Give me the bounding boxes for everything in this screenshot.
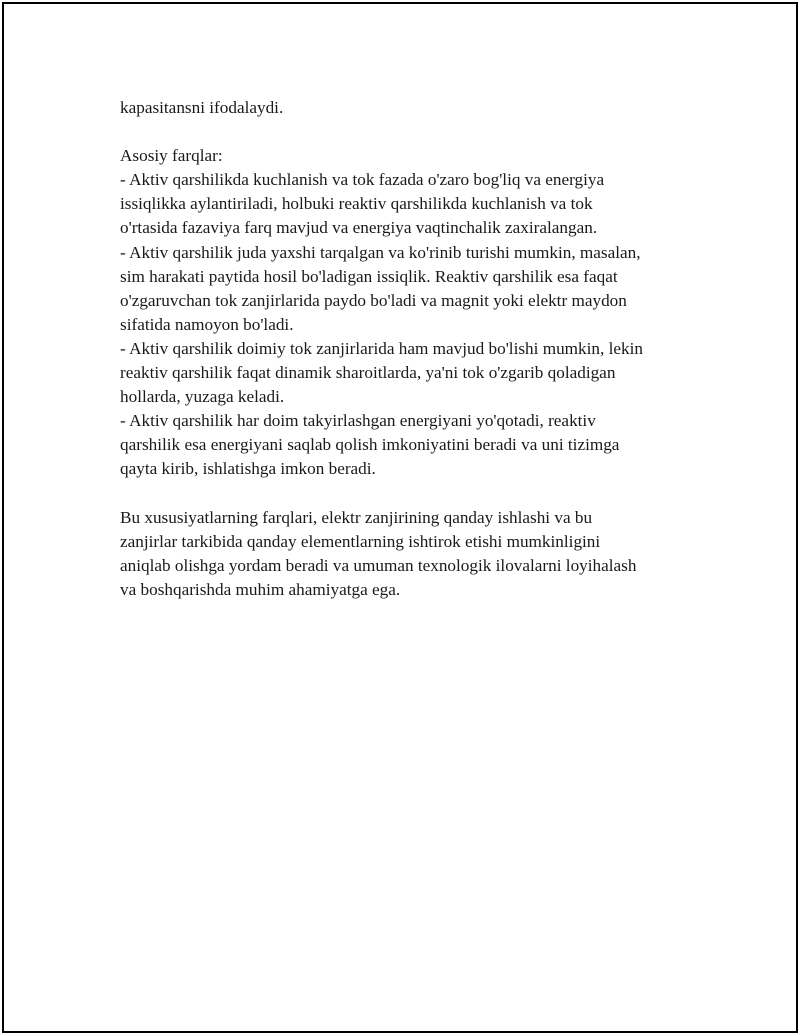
closing-line: aniqlab olishga yordam beradi va umuman texnologik ilovalarni loyihalash (120, 555, 637, 575)
list-line: - Aktiv qarshilik juda yaxshi tarqalgan va ko'rinib turishi mumkin, masalan, (120, 242, 641, 262)
document-page (2, 2, 798, 1033)
section-heading: Asosiy farqlar: (120, 146, 223, 166)
list-line: qarshilik esa energiyani saqlab qolish imkoniyatini beradi va uni tizimga (120, 435, 620, 455)
list-line: issiqlikka aylantiriladi, holbuki reaktiv qarshilikda kuchlanish va tok (120, 194, 593, 214)
list-line: - Aktiv qarshilikda kuchlanish va tok fazada o'zaro bog'liq va energiya (120, 170, 605, 190)
list-line: sifatida namoyon bo'ladi. (120, 314, 294, 334)
list-line: reaktiv qarshilik faqat dinamik sharoitlarda, ya'ni tok o'zgarib qoladigan (120, 363, 616, 383)
list-line: - Aktiv qarshilik doimiy tok zanjirlarida ham mavjud bo'lishi mumkin, lekin (120, 338, 643, 358)
closing-line: va boshqarishda muhim ahamiyatga ega. (120, 579, 401, 599)
closing-line: Bu xususiyatlarning farqlari, elektr zanjirining qanday ishlashi va bu (120, 507, 593, 527)
list-line: qayta kirib, ishlatishga imkon beradi. (120, 459, 376, 479)
list-line: sim harakati paytida hosil bo'ladigan issiqlik. Reaktiv qarshilik esa faqat (120, 266, 618, 286)
paragraph-gap (120, 482, 700, 506)
list-line: o'rtasida fazaviya farq mavjud va energiya vaqtinchalik zaxiralangan. (120, 218, 598, 238)
intro-line: kapasitansni ifodalaydi. (120, 98, 284, 117)
list-line: hollarda, yuzaga keladi. (120, 387, 285, 407)
document-body (120, 96, 700, 602)
list-line: - Aktiv qarshilik har doim takyirlashgan energiyani yo'qotadi, reaktiv (120, 411, 596, 431)
closing-line: zanjirlar tarkibida qanday elementlarning ishtirok etishi mumkinligini (120, 531, 601, 551)
list-line: o'zgaruvchan tok zanjirlarida paydo bo'ladi va magnit yoki elektr maydon (120, 290, 627, 310)
paragraph-gap (120, 120, 700, 144)
